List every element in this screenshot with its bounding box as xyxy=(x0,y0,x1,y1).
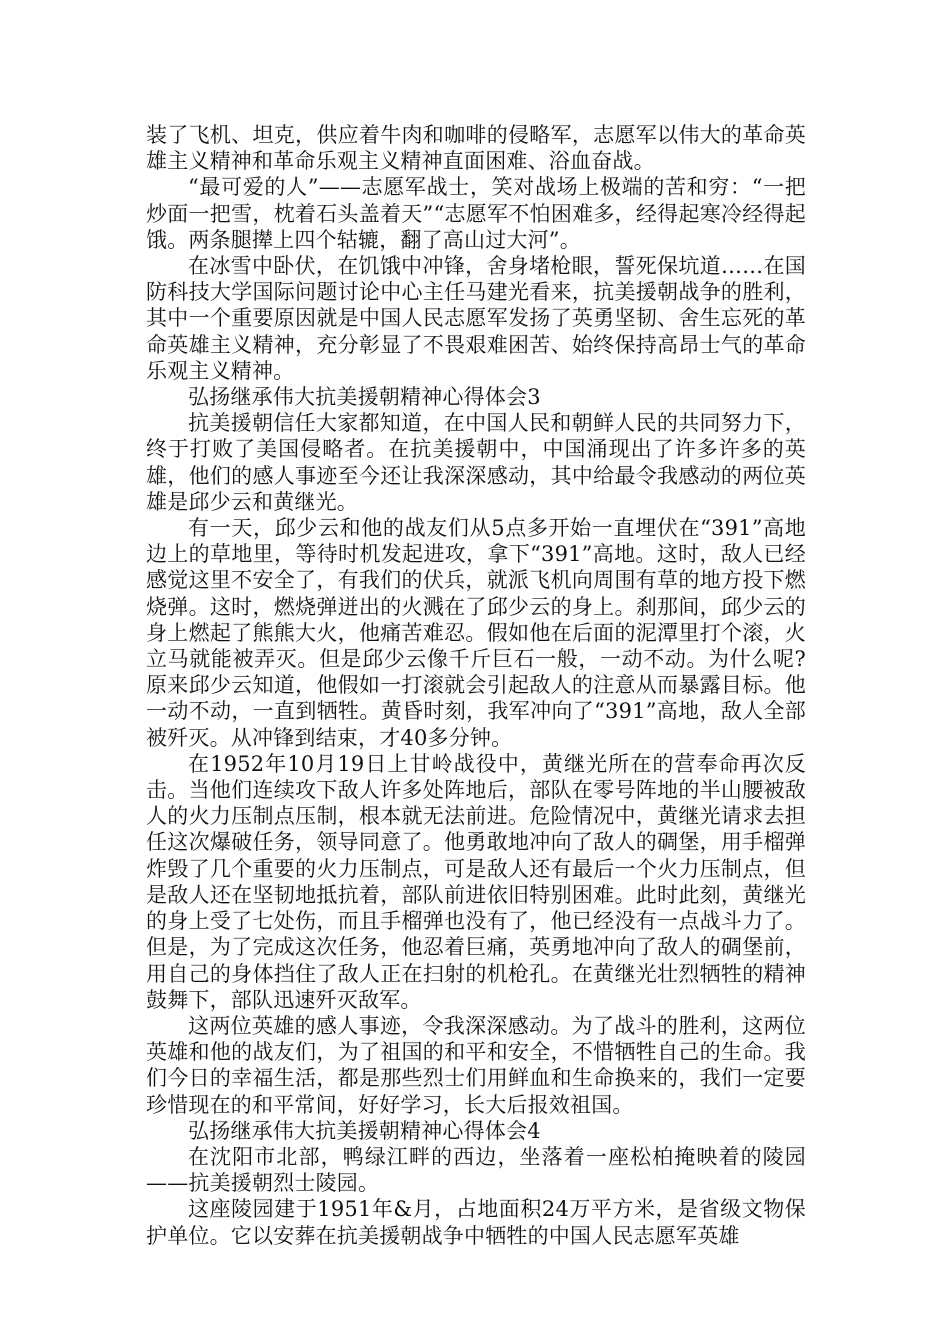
paragraph-cemetery-location: 在沈阳市北部，鸭绿江畔的西边，坐落着一座松柏掩映着的陵园——抗美援朝烈士陵园。 xyxy=(146,1144,806,1196)
section-heading-4: 弘扬继承伟大抗美援朝精神心得体会4 xyxy=(188,1118,541,1143)
document-body xyxy=(146,122,806,1249)
paragraph-quote-soldiers: “最可爱的人”——志愿军战士，笑对战场上极端的苦和穷：“一把炒面一把雪，枕着石头盖着天”“志愿军不怕困难多，经得起寒冷经得起饿。两条腿撵上四个轱辘，翻了高山过大河”。 xyxy=(146,175,806,252)
paragraph-huang-jiguang: 在1952年10月19日上甘岭战役中，黄继光所在的营奉命再次反击。当他们连续攻下敌人许多处阵地后，部队在零号阵地的半山腰被敌人的火力压制点压制，根本就无法前进。危险情况中，黄继光请求去担任这次爆破任务，领导同意了。他勇敢地冲向了敌人的碉堡，用手榴弹炸毁了几个重要的火力压制点，可是敌人还有最后一个火力压制点，但是敌人还在坚韧地抵抗着，部队前进依旧特别困难。此时此刻，黄继光的身上受了七处伤，而且手榴弹也没有了，他已经没有一点战斗力了。但是，为了完成这次任务，他忍着巨痛，英勇地冲向了敌人的碉堡前，用自己的身体挡住了敌人正在扫射的机枪孔。在黄继光壮烈牺牲的精神鼓舞下，部队迅速歼灭敌军。 xyxy=(146,751,806,1012)
paragraph-intro-heroes: 抗美援朝信任大家都知道，在中国人民和朝鲜人民的共同努力下，终于打败了美国侵略者。在抗美援朝中，中国涌现出了许多许多的英雄，他们的感人事迹至今还让我深深感动，其中给最令我感动的两位英雄是邱少云和黄继光。 xyxy=(146,411,806,514)
section-heading-3: 弘扬继承伟大抗美援朝精神心得体会3 xyxy=(188,385,541,410)
paragraph-cemetery-history: 这座陵园建于1951年&月，占地面积24万平方米，是省级文物保护单位。它以安葬在抗美援朝战争中牺牲的中国人民志愿军英雄 xyxy=(146,1197,806,1248)
paragraph-qiu-shaoyun: 有一天，邱少云和他的战友们从5点多开始一直埋伏在“391”高地边上的草地里，等待时机发起进攻，拿下“391”高地。这时，敌人已经感觉这里不安全了，有我们的伏兵，就派飞机向周围有草的地方投下燃烧弹。这时，燃烧弹迸出的火溅在了邱少云的身上。刹那间，邱少云的身上燃起了熊熊大火，他痛苦难忍。假如他在后面的泥潭里打个滚，火立马就能被弄灭。但是邱少云像千斤巨石一般，一动不动。为什么呢?原来邱少云知道，他假如一打滚就会引起敌人的注意从而暴露目标。他一动不动，一直到牺牲。黄昏时刻，我军冲向了“391”高地，敌人全部被歼灭。从冲锋到结束，才40多分钟。 xyxy=(146,516,806,750)
paragraph-reflection: 这两位英雄的感人事迹，令我深深感动。为了战斗的胜利，这两位英雄和他的战友们，为了祖国的和平和安全，不惜牺牲自己的生命。我们今日的幸福生活，都是那些烈士们用鲜血和生命换来的，我们一定要珍惜现在的和平常间，好好学习，长大后报效祖国。 xyxy=(146,1013,806,1117)
paragraph-continuation: 装了飞机、坦克，供应着牛肉和咖啡的侵略军，志愿军以伟大的革命英雄主义精神和革命乐观主义精神直面困难、浴血奋战。 xyxy=(146,123,806,174)
paragraph-heroism-spirit: 在冰雪中卧伏，在饥饿中冲锋，舍身堵枪眼，誓死保坑道……在国防科技大学国际问题讨论中心主任马建光看来，抗美援朝战争的胜利，其中一个重要原因就是中国人民志愿军发扬了英勇坚韧、舍生忘死的革命英雄主义精神，充分彰显了不畏艰难困苦、始终保持高昂士气的革命乐观主义精神。 xyxy=(146,254,806,383)
